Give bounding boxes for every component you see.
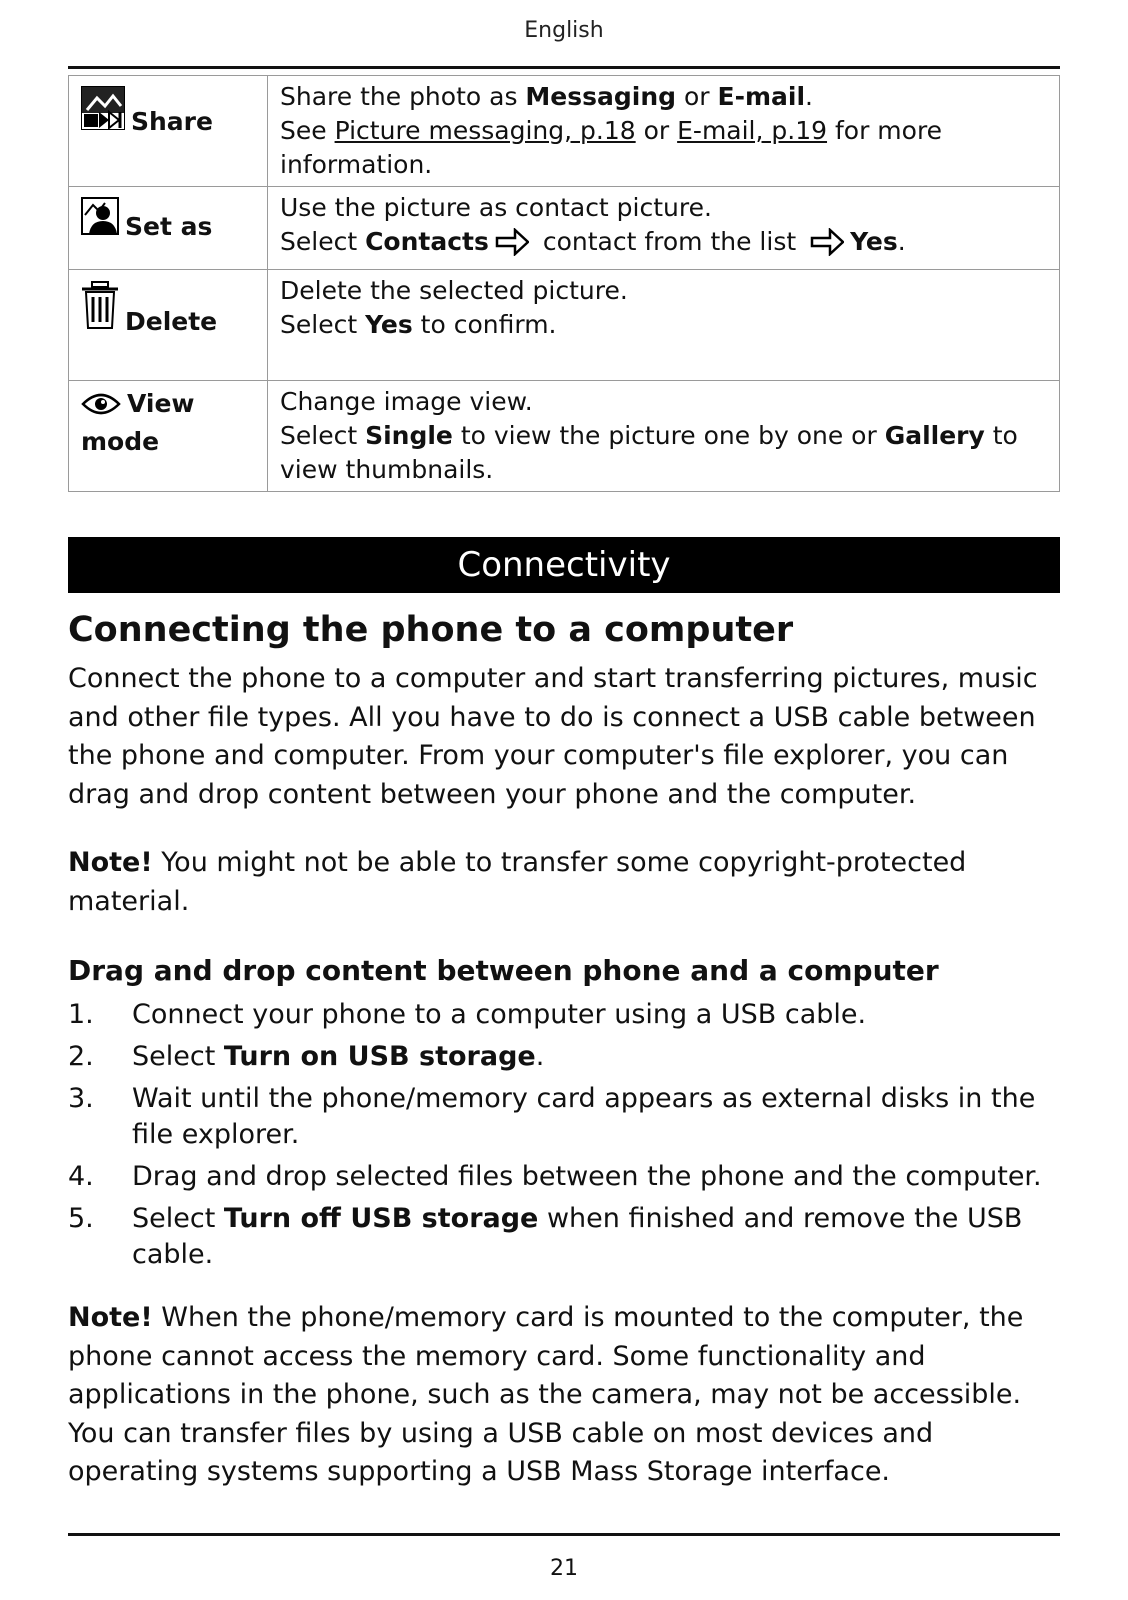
option-label: Delete xyxy=(125,307,218,336)
desc-text: to view the picture one by one or xyxy=(452,421,885,450)
bottom-divider xyxy=(68,1533,1060,1536)
option-label-cell xyxy=(69,381,268,492)
desc-text: Change image view. xyxy=(280,387,533,416)
note-text: When the phone/memory card is mounted to the computer, the phone cannot access the memory card. Some functionality and applications in the phone, such as the camera, may not be accessible. You can transfer files by using a USB cable on most devices and operating systems supporting a USB Mass Storage interface. xyxy=(68,1302,1024,1487)
step-number: 5. xyxy=(68,1203,94,1234)
turn-off-usb-term: Turn off USB storage xyxy=(223,1203,539,1234)
list-item xyxy=(68,1159,1060,1195)
section-title: Connecting the phone to a computer xyxy=(68,610,794,650)
desc-text: Share the photo as xyxy=(280,82,526,111)
table-row xyxy=(69,76,1060,187)
desc-text: . xyxy=(897,227,906,256)
desc-text: Select xyxy=(280,310,366,339)
contact-picture-icon xyxy=(81,197,119,244)
turn-on-usb-term: Turn on USB storage xyxy=(223,1041,536,1072)
desc-text: . xyxy=(805,82,813,111)
intro-paragraph: Connect the phone to a computer and start transferring pictures, music and other file types. All you have to do is connect a USB cable between the phone and computer. From your computer's file explorer, you can drag and drop content between your phone and the computer. xyxy=(68,663,1038,810)
option-label: View xyxy=(127,389,195,418)
note-paragraph xyxy=(68,1299,1060,1492)
picture-messaging-link[interactable]: Picture messaging, p.18 xyxy=(334,116,636,145)
step-text-part: . xyxy=(535,1041,545,1072)
step-text-part: Select xyxy=(132,1041,224,1072)
step-text xyxy=(132,1039,544,1075)
steps-list xyxy=(68,997,1060,1273)
email-link[interactable]: E-mail, p.19 xyxy=(677,116,828,145)
desc-text: for more information. xyxy=(280,116,943,179)
eye-icon xyxy=(81,391,121,425)
desc-text: or xyxy=(676,82,718,111)
step-text: Connect your phone to a computer using a USB cable. xyxy=(132,999,867,1030)
main-content xyxy=(68,608,1060,1492)
desc-text: Select xyxy=(280,421,366,450)
desc-text: contact from the list xyxy=(534,227,805,256)
step-number: 2. xyxy=(68,1041,94,1072)
desc-text: to confirm. xyxy=(412,310,557,339)
option-label-cell xyxy=(69,270,268,381)
option-description xyxy=(268,76,1060,187)
option-label-cell xyxy=(69,76,268,187)
table-row xyxy=(69,270,1060,381)
desc-text: or xyxy=(635,116,678,145)
option-label: Set as xyxy=(125,212,213,241)
page-number: 21 xyxy=(550,1556,578,1581)
option-label: mode xyxy=(81,427,160,456)
list-item xyxy=(68,1081,1060,1153)
list-item xyxy=(68,1039,1060,1075)
step-text: Drag and drop selected files between the phone and the computer. xyxy=(132,1161,1042,1192)
note-text: You might not be able to transfer some copyright-protected material. xyxy=(68,847,967,917)
share-icon xyxy=(81,86,125,139)
desc-text: Delete the selected picture. xyxy=(280,276,628,305)
option-label-cell xyxy=(69,187,268,270)
step-text: Wait until the phone/memory card appears as external disks in the file explorer. xyxy=(132,1083,1036,1150)
note-paragraph xyxy=(68,844,1060,921)
gallery-term: Gallery xyxy=(884,421,985,450)
desc-text: Use the picture as contact picture. xyxy=(280,193,712,222)
option-description xyxy=(268,187,1060,270)
yes-term: Yes xyxy=(850,227,898,256)
note-label: Note! xyxy=(68,1302,153,1333)
step-text xyxy=(132,1201,1060,1273)
email-term: E-mail xyxy=(717,82,806,111)
option-description xyxy=(268,270,1060,381)
messaging-term: Messaging xyxy=(525,82,677,111)
step-text-part: Select xyxy=(132,1203,224,1234)
single-term: Single xyxy=(365,421,453,450)
note-label: Note! xyxy=(68,847,153,878)
arrow-right-icon xyxy=(495,228,529,265)
option-label: Share xyxy=(131,107,213,136)
step-text-part: when finished and remove the USB cable. xyxy=(132,1203,1023,1270)
top-divider xyxy=(68,66,1060,69)
desc-text: Select xyxy=(280,227,366,256)
arrow-right-icon xyxy=(810,228,844,265)
step-number: 1. xyxy=(68,999,94,1030)
contacts-term: Contacts xyxy=(365,227,489,256)
list-item xyxy=(68,997,1060,1033)
desc-text: See xyxy=(280,116,335,145)
table-row xyxy=(69,381,1060,492)
yes-term: Yes xyxy=(365,310,413,339)
list-item xyxy=(68,1201,1060,1273)
subsection-title: Drag and drop content between phone and a computer xyxy=(68,954,939,987)
step-number: 3. xyxy=(68,1083,94,1114)
desc-text: to view thumbnails. xyxy=(280,421,1018,484)
option-description xyxy=(268,381,1060,492)
trash-icon xyxy=(81,280,119,339)
header-language: English xyxy=(524,18,604,43)
options-table xyxy=(68,75,1060,492)
section-banner: Connectivity xyxy=(68,537,1060,593)
table-row xyxy=(69,187,1060,270)
step-number: 4. xyxy=(68,1161,94,1192)
